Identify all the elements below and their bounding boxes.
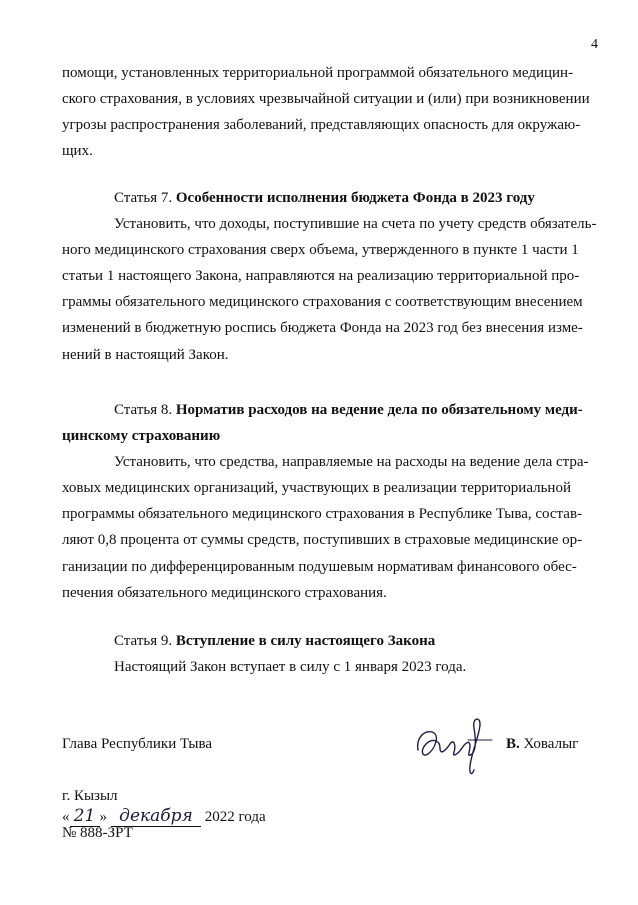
page-number: 4: [591, 37, 598, 52]
article-7-line: граммы обязательного медицинского страхования с соответствующим внесением: [62, 294, 583, 311]
law-number: № 888-ЗРТ: [62, 825, 133, 841]
city: г. Кызыл: [62, 788, 118, 804]
intro-line: угрозы распространения заболеваний, представляющих опасность для окружаю-: [62, 117, 581, 134]
signatory-surname: Ховалыг: [519, 736, 579, 752]
article-9-line: Настоящий Закон вступает в силу с 1 января 2023 года.: [114, 659, 467, 676]
article-8-title: Норматив расходов на ведение дела по обязательному меди-: [175, 402, 583, 418]
date-close-quote: »: [99, 809, 107, 825]
article-7-label: Статья 7.: [114, 190, 173, 206]
intro-line: ского страхования, в условиях чрезвычайной ситуации и (или) при возникновении: [62, 91, 590, 108]
article-8-line: ляют 0,8 процента от суммы средств, поступивших в страховые медицинские ор-: [62, 532, 583, 549]
date-year: 2022 года: [201, 809, 266, 825]
signatory-position: Глава Республики Тыва: [62, 736, 213, 752]
date-day: 21: [70, 806, 100, 827]
article-7-line: нений в настоящий Закон.: [62, 346, 229, 363]
date-month: декабря: [111, 806, 201, 827]
article-7: [62, 185, 607, 368]
article-8-line: печения обязательного медицинского страхования.: [62, 584, 387, 601]
article-8-heading: [62, 397, 607, 423]
signatory-initial: В.: [506, 736, 520, 752]
article-9-title: Вступление в силу настоящего Закона: [175, 633, 436, 649]
article-7-line: статьи 1 настоящего Закона, направляются на реализацию территориальной про-: [62, 268, 580, 285]
date-line: [62, 806, 266, 827]
intro-line: щих.: [62, 143, 93, 160]
article-9: [62, 628, 607, 680]
article-8: [62, 397, 607, 606]
article-7-title: Особенности исполнения бюджета Фонда в 2023 году: [175, 190, 535, 206]
article-9-heading: [62, 628, 607, 654]
intro-line: помощи, установленных территориальной программой обязательного медицин-: [62, 65, 574, 81]
date-open-quote: «: [62, 809, 70, 825]
article-8-line: программы обязательного медицинского страхования в Республике Тыва, состав-: [62, 506, 583, 523]
article-8-label: Статья 8.: [114, 402, 173, 418]
signatory-name: [506, 736, 578, 753]
article-8-line: ганизации по дифференцированным подушевым нормативам финансового обес-: [62, 558, 577, 575]
article-7-line: ного медицинского страхования сверх объема, утвержденного в пункте 1 части 1: [62, 242, 579, 259]
article-7-line: Установить, что доходы, поступившие на счета по учету средств обязатель-: [114, 216, 597, 233]
article-8-line: ховых медицинских организаций, участвующих в реализации территориальной: [62, 480, 571, 497]
article-9-label: Статья 9.: [114, 633, 173, 649]
article-8-heading-cont: [62, 423, 607, 449]
article-7-heading: [62, 185, 607, 211]
article-7-line: изменений в бюджетную роспись бюджета Фонда на 2023 год без внесения изме-: [62, 320, 583, 337]
article-8-line: Установить, что средства, направляемые на расходы на ведение дела стра-: [114, 454, 589, 471]
handwritten-signature: [410, 710, 500, 780]
intro-paragraph: [62, 60, 607, 164]
article-8-title-cont: цинскому страхованию: [62, 428, 221, 445]
